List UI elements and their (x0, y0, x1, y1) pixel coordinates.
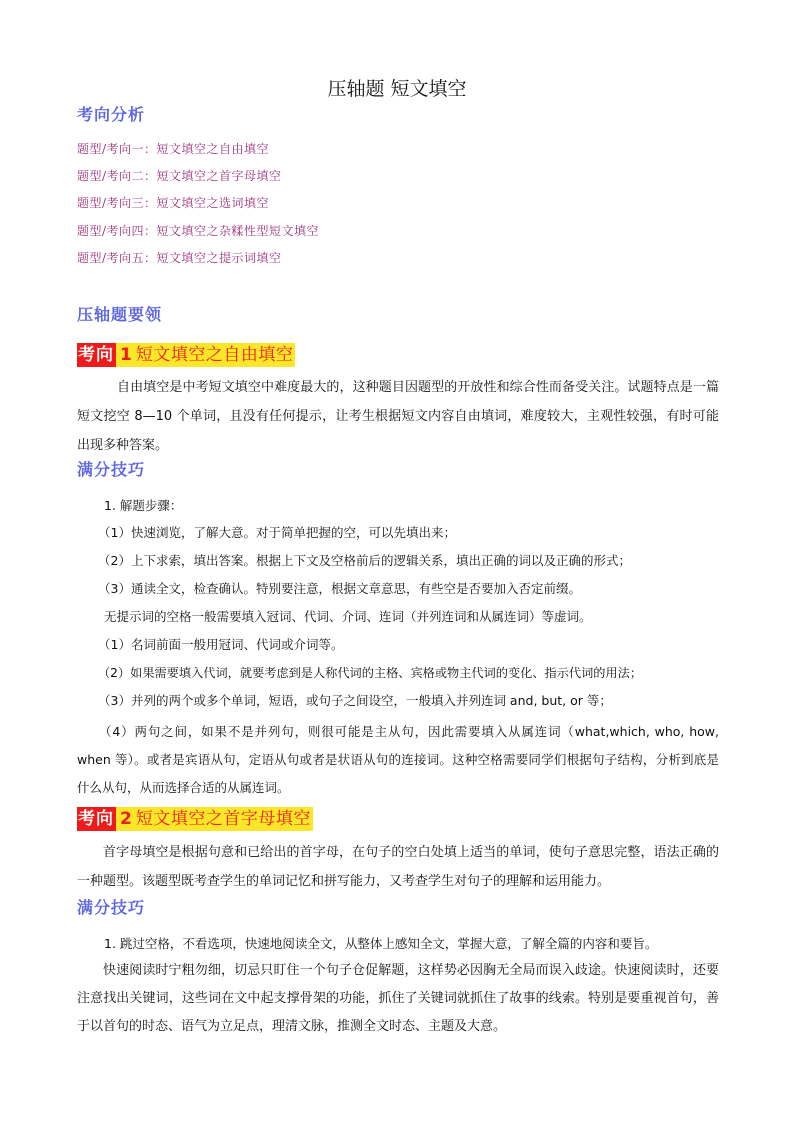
section-1-banner (77, 343, 295, 367)
section-1-tag: 考向 (78, 345, 114, 365)
section-2-intro: 首字母填空是根据句意和已给出的首字母，在句子的空白处填上适当的单词，使句子意思完整，语法正确的一种题型。该题型既考查学生的单词记忆和拼写能力，又考查学生对句子的理解和运用能力。 (77, 845, 719, 889)
section-1-last-para: （4）两句之间，如果不是并列句，则很可能是主从句，因此需要填入从属连词（what,which, who, how, when 等）。或者是宾语从句，定语从句或者是状语从句的连接词。这种空格需要同学们根据句子结构，分析到底是什么从句，从而选择合适的从属连词。 (77, 724, 719, 795)
section-2-para-2: 快速阅读时宁粗勿细，切忌只盯住一个句子仓促解题，这样势必因胸无全局而误入歧途。快速阅读时，还要注意找出关键词，这些词在文中起支撑骨架的功能，抓住了关键词就抓住了故事的线索。特别是要重视首句，善于以首句的时态、语气为立足点，理清文脉，推测全文时态、主题及大意。 (77, 963, 719, 1034)
essentials-heading: 压轴题要领 (77, 305, 163, 324)
toc-item-2: 题型/考向二：短文填空之首字母填空 (77, 169, 282, 183)
section-2-line-1: 1. 跳过空格，不看选项，快速地阅读全文，从整体上感知全文，掌握大意，了解全篇的内容和要旨。 (104, 936, 658, 951)
section-2-number: 2 (116, 807, 136, 831)
section-1-line-6: （1）名词前面一般用冠词、代词或介词等。 (98, 637, 344, 652)
section-1-line-2: （1）快速浏览，了解大意。对于简单把握的空，可以先填出来； (98, 525, 456, 540)
section-2-tag: 考向 (78, 809, 114, 829)
section-2-tips-heading: 满分技巧 (77, 898, 146, 917)
page-title: 压轴题 短文填空 (327, 78, 467, 100)
toc-item-5: 题型/考向五：短文填空之提示词填空 (77, 251, 282, 265)
section-1-intro: 自由填空是中考短文填空中难度最大的，这种题目因题型的开放性和综合性而备受关注。试题特点是一篇短文挖空 8—10 个单词，且没有任何提示，让考生根据短文内容自由填词，难度较大，主观性较强，有时可能出现多种答案。 (77, 380, 719, 453)
analysis-heading: 考向分析 (77, 105, 146, 124)
toc-item-4: 题型/考向四：短文填空之杂糅性型短文填空 (77, 224, 320, 238)
section-2-banner (77, 807, 313, 831)
toc-item-1: 题型/考向一：短文填空之自由填空 (77, 142, 270, 156)
section-1-line-3: （2）上下求索，填出答案。根据上下文及空格前后的逻辑关系，填出正确的词以及正确的形式； (98, 553, 631, 568)
section-1-line-5: 无提示词的空格一般需要填入冠词、代词、介词、连词（并列连词和从属连词）等虚词。 (104, 609, 592, 624)
toc-item-3: 题型/考向三：短文填空之选词填空 (77, 196, 270, 210)
section-1-number: 1 (116, 343, 136, 367)
section-1-line-4: （3）通读全文，检查确认。特别要注意，根据文章意思，有些空是否要加入否定前缀。 (98, 581, 581, 596)
section-2-title: 短文填空之首字母填空 (135, 809, 311, 829)
section-1-line-1: 1. 解题步骤： (104, 498, 183, 513)
section-1-tips-heading: 满分技巧 (77, 460, 146, 479)
section-1-line-7: （2）如果需要填入代词，就要考虑到是人称代词的主格、宾格或物主代词的变化、指示代词的用法； (98, 666, 643, 680)
section-1-line-8: （3）并列的两个或多个单词，短语，或句子之间设空，一般填入并列连词 and, but, or 等； (98, 693, 612, 708)
section-1-title: 短文填空之自由填空 (135, 345, 294, 365)
